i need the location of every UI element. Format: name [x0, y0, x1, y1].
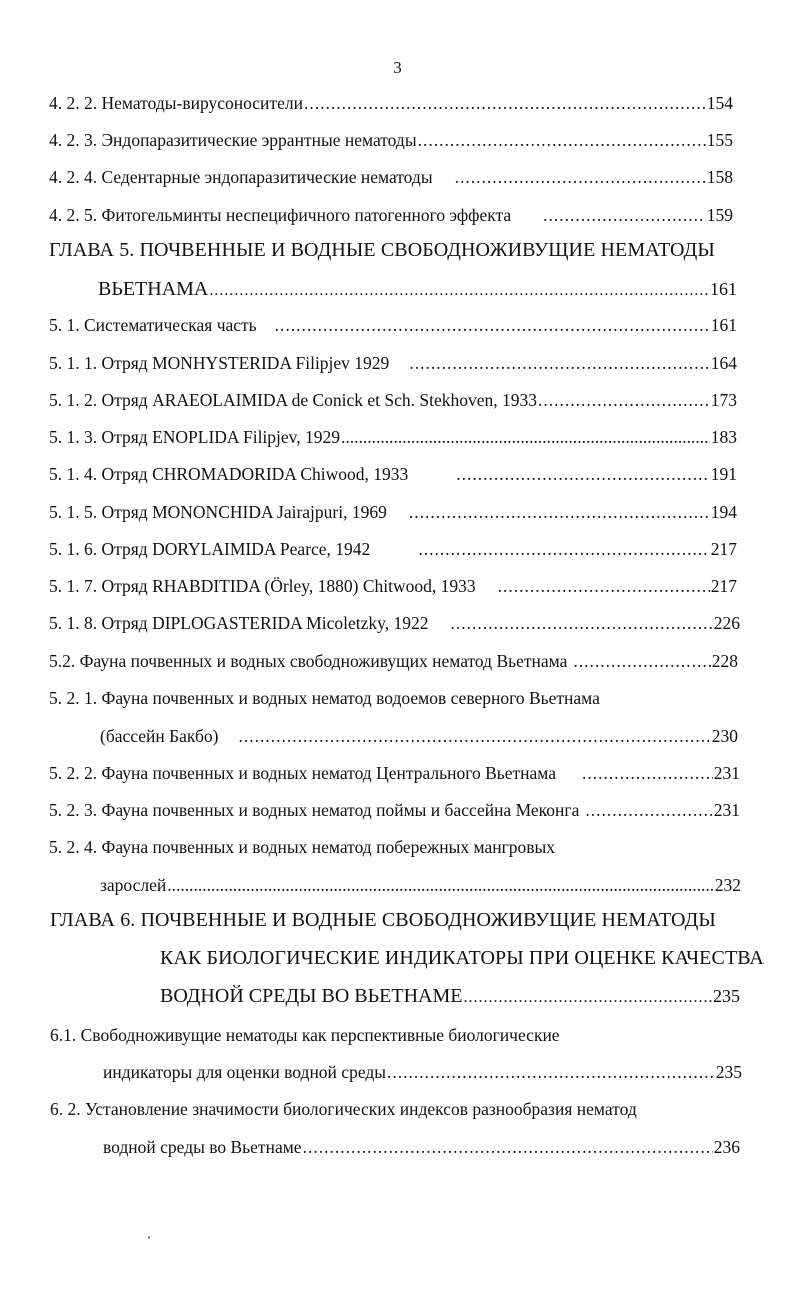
toc-entry: [49, 91, 733, 115]
toc-entry: [103, 1060, 742, 1084]
toc-entry: [49, 611, 740, 635]
chapter-heading: ГЛАВА 6. ПОЧВЕННЫЕ И ВОДНЫЕ СВОБОДНОЖИВУЩИЕ НЕМАТОДЫ: [50, 909, 716, 931]
toc-entry-label: 5. 2. 4. Фауна почвенных и водных нематод побережных мангровых: [49, 837, 556, 857]
toc-entry-label: 4. 2. 3. Эндопаразитические эррантные нематоды: [49, 130, 417, 150]
dot-leader: [451, 611, 713, 635]
toc-entry: [100, 873, 741, 897]
toc-entry-page: 217: [710, 539, 737, 559]
toc-entry-page: 161: [710, 279, 737, 299]
toc-entry-page: 161: [710, 315, 737, 335]
toc-entry-label: 5. 1. 6. Отряд DORYLAIMIDA Pearce, 1942: [49, 539, 371, 559]
toc-entry-label: 6. 2. Установление значимости биологических индексов разнообразия нематод: [50, 1099, 637, 1119]
dot-leader: [543, 203, 706, 227]
toc-entry: [100, 724, 738, 748]
dot-leader: [418, 537, 709, 561]
toc-entry-label: ВЬЕТНАМА: [98, 278, 209, 300]
toc-entry: [49, 128, 733, 152]
toc-entry-label: 5.2. Фауна почвенных и водных свободноживущих нематод Вьетнама: [49, 651, 568, 671]
dot-leader: [538, 388, 710, 412]
toc-entry-label: 5. 1. 8. Отряд DIPLOGASTERIDA Micoletzky, 1922: [49, 613, 429, 633]
toc-entry: [49, 649, 738, 673]
chapter-heading: КАК БИОЛОГИЧЕСКИЕ ИНДИКАТОРЫ ПРИ ОЦЕНКЕ КАЧЕСТВА: [160, 947, 764, 969]
toc-entry-page: 232: [714, 875, 741, 895]
toc-entry: [98, 275, 737, 305]
toc-entry-label: 5. 1. 4. Отряд CHROMADORIDA Chiwood, 1933: [49, 464, 409, 484]
toc-entry-page: 154: [706, 93, 733, 113]
dot-leader: [573, 649, 710, 673]
toc-entry-label: 5. 1. 5. Отряд MONONCHIDA Jairajpuri, 1969: [49, 502, 387, 522]
toc-entry-label: 5. 1. 7. Отряд RHABDITIDA (Örley, 1880) Chitwood, 1933: [49, 576, 476, 596]
dot-leader: [409, 500, 710, 524]
toc-entry-label: индикаторы для оценки водной среды: [103, 1062, 387, 1082]
dot-leader: [341, 425, 710, 449]
toc-entry: [49, 574, 737, 598]
toc-entry: [49, 798, 740, 822]
toc-entry-page: 217: [710, 576, 737, 596]
toc-entry-label: ВОДНОЙ СРЕДЫ ВО ВЬЕТНАМЕ: [160, 985, 463, 1007]
toc-entry-page: 183: [710, 427, 737, 447]
page-number: 3: [393, 58, 402, 77]
dot-leader: [387, 1060, 715, 1084]
toc-entry-page: 231: [713, 800, 740, 820]
dot-leader: [582, 761, 713, 785]
dot-leader: [455, 165, 706, 189]
toc-entry-label: 6.1. Свободноживущие нематоды как перспективные биологические: [50, 1025, 560, 1045]
toc-entry-label: 5. 2. 2. Фауна почвенных и водных нематод Центрального Вьетнама: [49, 763, 557, 783]
toc-entry-page: 230: [711, 726, 738, 746]
toc-entry: [49, 388, 737, 412]
toc-entry-label: 5. 2. 3. Фауна почвенных и водных нематод поймы и бассейна Меконга: [49, 800, 580, 820]
toc-entry-page: 159: [706, 205, 733, 225]
dot-leader: [456, 462, 709, 486]
chapter-heading: ГЛАВА 5. ПОЧВЕННЫЕ И ВОДНЫЕ СВОБОДНОЖИВУЩИЕ НЕМАТОДЫ: [49, 239, 715, 261]
toc-entry-page: 231: [713, 763, 740, 783]
toc-entry-label: 5. 1. Систематическая часть: [49, 315, 257, 335]
toc-entry-page: 226: [713, 613, 740, 633]
toc-entry: [49, 462, 737, 486]
dot-leader: [463, 984, 712, 1012]
toc-entry-page: 155: [706, 130, 733, 150]
toc-entry: [49, 537, 737, 561]
dot-leader: [167, 873, 714, 897]
toc-entry-page: 236: [713, 1137, 740, 1157]
toc-entry-page: 228: [711, 651, 738, 671]
toc-entry: [49, 425, 737, 449]
toc-entry-label: зарослей: [100, 875, 167, 895]
toc-entry: [160, 982, 740, 1012]
dot-leader: [209, 277, 709, 305]
toc-entry-label: 5. 1. 1. Отряд MONHYSTERIDA Filipjev 1929: [49, 353, 390, 373]
dot-leader: [498, 574, 710, 598]
toc-entry: [103, 1135, 740, 1159]
toc-entry-label: 5. 1. 3. Отряд ENOPLIDA Filipjev, 1929: [49, 427, 341, 447]
scan-speck: [148, 1236, 150, 1239]
dot-leader: [303, 1135, 713, 1159]
toc-entry: [49, 761, 740, 785]
toc-entry: [49, 313, 737, 337]
toc-entry-label: 5. 2. 1. Фауна почвенных и водных нематод водоемов северного Вьетнама: [49, 688, 600, 708]
toc-entry-page: 235: [713, 986, 740, 1006]
toc-entry: [49, 351, 737, 375]
dot-leader: [585, 798, 712, 822]
toc-entry-page: 164: [710, 353, 737, 373]
toc-entry: [49, 203, 733, 227]
dot-leader: [275, 313, 710, 337]
toc-entry-label: 4. 2. 2. Нематоды-вирусоносители: [49, 93, 303, 113]
toc-entry: [49, 500, 737, 524]
toc-entry-page: 173: [710, 390, 737, 410]
dot-leader: [304, 91, 706, 115]
toc-entry-page: 158: [706, 167, 733, 187]
toc-entry-label: 4. 2. 5. Фитогельминты неспецифичного патогенного эффекта: [49, 205, 512, 225]
toc-entry-label: (бассейн Бакбо): [100, 726, 219, 746]
toc-entry-label: водной среды во Вьетнаме: [103, 1137, 302, 1157]
toc-entry-page: 191: [710, 464, 737, 484]
toc-entry: [49, 165, 733, 189]
dot-leader: [409, 351, 709, 375]
toc-entry-page: 235: [715, 1062, 742, 1082]
dot-leader: [418, 128, 706, 152]
toc-entry-label: 5. 1. 2. Отряд ARAEOLAIMIDA de Conick et Sch. Stekhoven, 1933: [49, 390, 538, 410]
dot-leader: [238, 724, 710, 748]
toc-entry-label: 4. 2. 4. Седентарные эндопаразитические нематоды: [49, 167, 433, 187]
toc-entry-page: 194: [710, 502, 737, 522]
